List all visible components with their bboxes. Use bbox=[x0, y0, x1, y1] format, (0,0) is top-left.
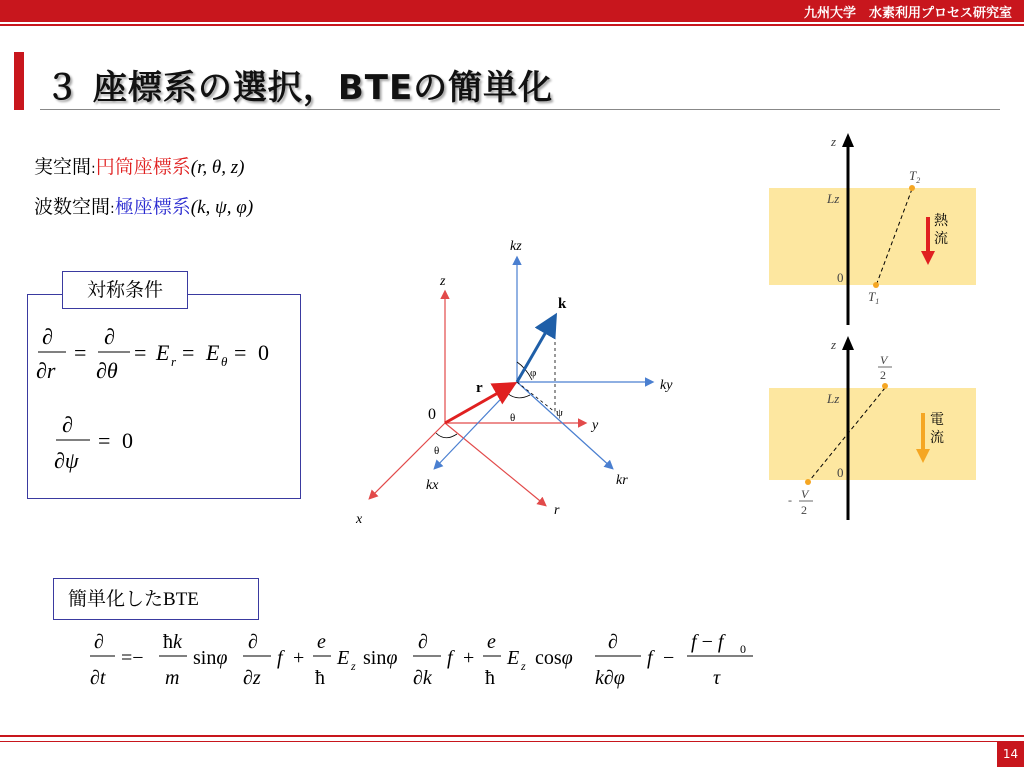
bte-tag-prefix: 簡単化した bbox=[68, 588, 164, 610]
heat-t1: T bbox=[868, 289, 876, 304]
svg-text:∂z: ∂z bbox=[243, 667, 261, 689]
bte-equation bbox=[85, 628, 765, 698]
heat-lz: Lz bbox=[827, 191, 840, 206]
label-kr: kr bbox=[616, 473, 628, 488]
coordinate-diagram bbox=[340, 230, 710, 530]
footer-rule bbox=[0, 735, 1024, 737]
header-bar bbox=[0, 0, 1024, 22]
label-k-vector: k bbox=[558, 296, 567, 312]
current-lz: Lz bbox=[827, 391, 840, 406]
svg-text:∂: ∂ bbox=[42, 324, 53, 349]
bte-tag-suffix: BTE bbox=[163, 589, 199, 610]
svg-text:z: z bbox=[521, 659, 526, 673]
real-space-sep: : bbox=[91, 161, 96, 177]
heat-t2-sub: 2 bbox=[916, 176, 921, 185]
label-theta-r: θ bbox=[434, 445, 440, 457]
svg-text:=−: =− bbox=[121, 647, 144, 669]
wave-space-vars: (k, ψ, φ) bbox=[190, 197, 254, 218]
svg-text:f: f bbox=[647, 647, 653, 669]
svg-text:∂ψ: ∂ψ bbox=[54, 448, 79, 473]
current-v-bot-den: 2 bbox=[801, 503, 807, 517]
current-z-arrow bbox=[842, 336, 854, 350]
wave-space-sep: : bbox=[110, 201, 115, 217]
page-number: 14 bbox=[997, 741, 1024, 767]
svg-text:∂t: ∂t bbox=[90, 667, 106, 689]
r-axis bbox=[445, 423, 545, 505]
current-v-bot-sign: - bbox=[788, 493, 792, 507]
symmetry-equations bbox=[30, 320, 300, 490]
heat-t2: T bbox=[909, 168, 917, 183]
current-flow-char-2: 流 bbox=[930, 431, 944, 446]
svg-text:z: z bbox=[351, 659, 356, 673]
symmetry-tag: 対称条件 bbox=[62, 271, 188, 309]
svg-text:E: E bbox=[507, 647, 520, 669]
svg-text:r: r bbox=[171, 354, 177, 369]
current-panel bbox=[760, 330, 985, 525]
label-psi: ψ bbox=[556, 407, 563, 419]
svg-text:∂r: ∂r bbox=[36, 358, 56, 383]
label-kx: kx bbox=[426, 478, 439, 493]
label-y: y bbox=[592, 418, 599, 433]
svg-text:=: = bbox=[182, 340, 195, 365]
title-marker bbox=[14, 52, 24, 110]
svg-text:E: E bbox=[206, 340, 220, 365]
t1-point bbox=[873, 282, 879, 288]
label-origin: 0 bbox=[428, 406, 436, 423]
svg-text:0: 0 bbox=[258, 340, 269, 365]
svg-text:f: f bbox=[447, 647, 453, 669]
heat-flow-panel bbox=[760, 125, 985, 330]
real-space-system: 円筒座標系 bbox=[95, 156, 191, 178]
current-zero: 0 bbox=[837, 465, 844, 480]
svg-text:∂: ∂ bbox=[248, 631, 258, 653]
svg-text:∂θ: ∂θ bbox=[96, 358, 118, 383]
svg-text:cosφ: cosφ bbox=[535, 647, 573, 669]
svg-text:ħk: ħk bbox=[163, 631, 182, 653]
current-v-top-num: V bbox=[880, 353, 888, 367]
svg-text:E: E bbox=[156, 340, 170, 365]
svg-text:∂: ∂ bbox=[94, 631, 104, 653]
real-space-vars: (r, θ, z) bbox=[190, 157, 245, 178]
wave-space-label: 波数空間 bbox=[34, 196, 111, 218]
current-v-bot-num: V bbox=[801, 487, 809, 501]
title-rule bbox=[40, 109, 1000, 110]
v-top-point bbox=[882, 383, 888, 389]
svg-text:sinφ: sinφ bbox=[193, 647, 228, 669]
real-space-label: 実空間 bbox=[34, 156, 92, 178]
svg-text:=: = bbox=[74, 340, 87, 365]
svg-text:=: = bbox=[234, 340, 247, 365]
real-space-line bbox=[34, 152, 244, 179]
heat-z: z bbox=[831, 134, 837, 149]
svg-text:∂k: ∂k bbox=[413, 667, 432, 689]
footer-rule-thin bbox=[0, 741, 1024, 742]
current-z: z bbox=[831, 337, 837, 352]
svg-text:−: − bbox=[663, 647, 675, 669]
heat-z-arrow bbox=[842, 133, 854, 147]
label-r-axis: r bbox=[554, 503, 560, 518]
wave-space-system: 極座標系 bbox=[114, 196, 191, 218]
svg-text:∂: ∂ bbox=[104, 324, 115, 349]
current-v-top-den: 2 bbox=[880, 368, 886, 382]
svg-text:∂: ∂ bbox=[418, 631, 428, 653]
svg-text:∂: ∂ bbox=[62, 412, 73, 437]
wave-space-line bbox=[34, 192, 253, 219]
heat-t1-sub: 1 bbox=[875, 297, 880, 306]
label-x: x bbox=[356, 512, 363, 527]
svg-text:+: + bbox=[463, 647, 475, 669]
svg-text:T2 bbox=[909, 168, 920, 185]
label-r-vector: r bbox=[476, 380, 483, 396]
heat-flow-char-2: 流 bbox=[934, 232, 948, 247]
heat-zero: 0 bbox=[837, 270, 844, 285]
lab-name: 九州大学 水素利用プロセス研究室 bbox=[803, 6, 1012, 21]
heat-flow-char-1: 熱 bbox=[934, 214, 948, 229]
header-rule bbox=[0, 24, 1024, 26]
svg-text:f: f bbox=[277, 647, 283, 669]
slide-title: ３ 座標系の選択，BTEの簡単化 bbox=[45, 68, 554, 108]
svg-text:0: 0 bbox=[122, 428, 133, 453]
label-ky: ky bbox=[660, 378, 673, 393]
svg-text:∂: ∂ bbox=[608, 631, 618, 653]
svg-text:+: + bbox=[293, 647, 305, 669]
t2-point bbox=[909, 185, 915, 191]
bte-tag bbox=[53, 578, 259, 620]
label-z: z bbox=[440, 274, 446, 289]
svg-text:=: = bbox=[134, 340, 147, 365]
svg-text:e: e bbox=[317, 631, 326, 653]
v-bottom-point bbox=[805, 479, 811, 485]
svg-text:ħ: ħ bbox=[315, 667, 325, 689]
label-theta-k: θ bbox=[510, 412, 516, 424]
svg-text:ħ: ħ bbox=[485, 667, 495, 689]
svg-text:E: E bbox=[337, 647, 350, 669]
svg-text:θ: θ bbox=[221, 354, 228, 369]
svg-text:k∂φ: k∂φ bbox=[595, 667, 625, 689]
svg-text:f − f: f − f bbox=[691, 631, 724, 653]
svg-text:e: e bbox=[487, 631, 496, 653]
current-flow-char-1: 電 bbox=[930, 413, 944, 428]
svg-text:=: = bbox=[98, 428, 111, 453]
label-phi: φ bbox=[530, 367, 537, 379]
label-kz: kz bbox=[510, 239, 522, 254]
svg-text:τ: τ bbox=[713, 667, 721, 689]
current-band bbox=[769, 388, 976, 480]
svg-text:m: m bbox=[165, 667, 180, 689]
svg-text:sinφ: sinφ bbox=[363, 647, 398, 669]
svg-text:0: 0 bbox=[740, 642, 746, 656]
svg-text:T1 bbox=[868, 289, 879, 306]
